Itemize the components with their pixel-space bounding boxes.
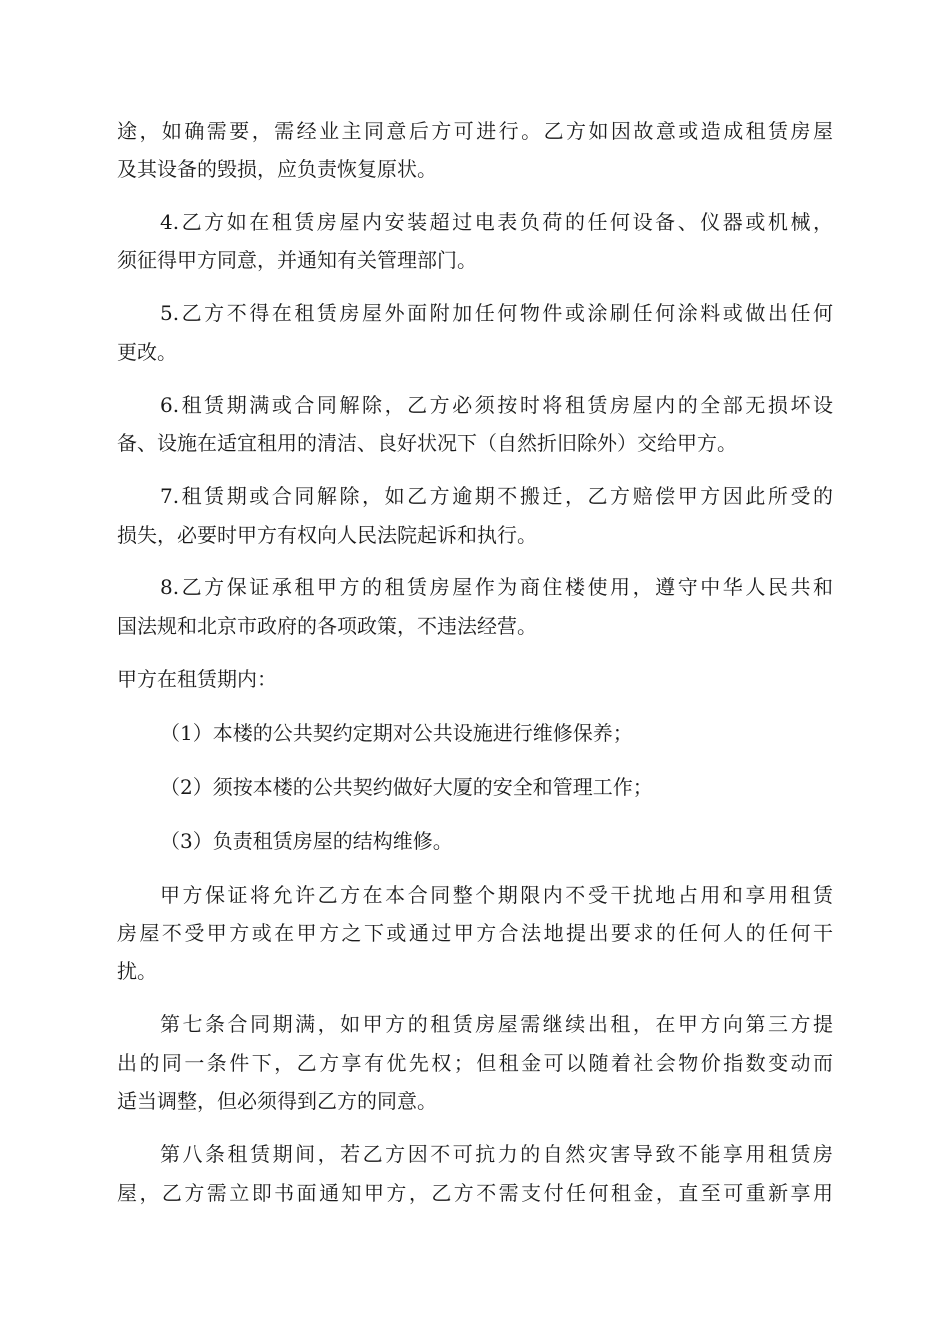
paragraph-line: 途，如确需要，需经业主同意后方可进行。乙方如因故意或造成租赁房屋 [117, 119, 833, 143]
paragraph-line: 第七条合同期满，如甲方的租赁房屋需继续出租，在甲方向第三方提 [160, 1012, 833, 1036]
paragraph-line: 损失，必要时甲方有权向人民法院起诉和执行。 [117, 523, 537, 547]
paragraph-line: 5.乙方不得在租赁房屋外面附加任何物件或涂刷任何涂料或做出任何 [160, 301, 833, 325]
list-item: （3）负责租赁房屋的结构维修。 [160, 829, 453, 853]
paragraph-line: 备、设施在适宜租用的清洁、良好状况下（自然折旧除外）交给甲方。 [117, 431, 737, 455]
paragraph-line: 出的同一条件下，乙方享有优先权；但租金可以随着社会物价指数变动而 [117, 1051, 833, 1075]
paragraph-line: 扰。 [117, 959, 157, 983]
paragraph-line: 屋，乙方需立即书面通知甲方，乙方不需支付任何租金，直至可重新享用 [117, 1181, 833, 1205]
paragraph-line: 更改。 [117, 340, 177, 364]
paragraph-line: 6.租赁期满或合同解除，乙方必须按时将租赁房屋内的全部无损坏设 [160, 393, 833, 417]
paragraph-line: 适当调整，但必须得到乙方的同意。 [117, 1089, 437, 1113]
paragraph-line: 8.乙方保证承租甲方的租赁房屋作为商住楼使用，遵守中华人民共和 [160, 575, 833, 599]
paragraph-line: 及其设备的毁损，应负责恢复原状。 [117, 157, 437, 181]
paragraph-line: 甲方在租赁期内： [117, 667, 277, 691]
list-item: （2）须按本楼的公共契约做好大厦的安全和管理工作； [160, 775, 653, 799]
paragraph-line: 房屋不受甲方或在甲方之下或通过甲方合法地提出要求的任何人的任何干 [117, 921, 833, 945]
list-item: （1）本楼的公共契约定期对公共设施进行维修保养； [160, 721, 633, 745]
paragraph-line: 须征得甲方同意，并通知有关管理部门。 [117, 248, 477, 272]
paragraph-line: 甲方保证将允许乙方在本合同整个期限内不受干扰地占用和享用租赁 [160, 883, 833, 907]
paragraph-line: 国法规和北京市政府的各项政策，不违法经营。 [117, 614, 537, 638]
paragraph-line: 4.乙方如在租赁房屋内安装超过电表负荷的任何设备、仪器或机械， [160, 210, 833, 234]
paragraph-line: 7.租赁期或合同解除，如乙方逾期不搬迁，乙方赔偿甲方因此所受的 [160, 484, 833, 508]
paragraph-line: 第八条租赁期间，若乙方因不可抗力的自然灾害导致不能享用租赁房 [160, 1142, 833, 1166]
